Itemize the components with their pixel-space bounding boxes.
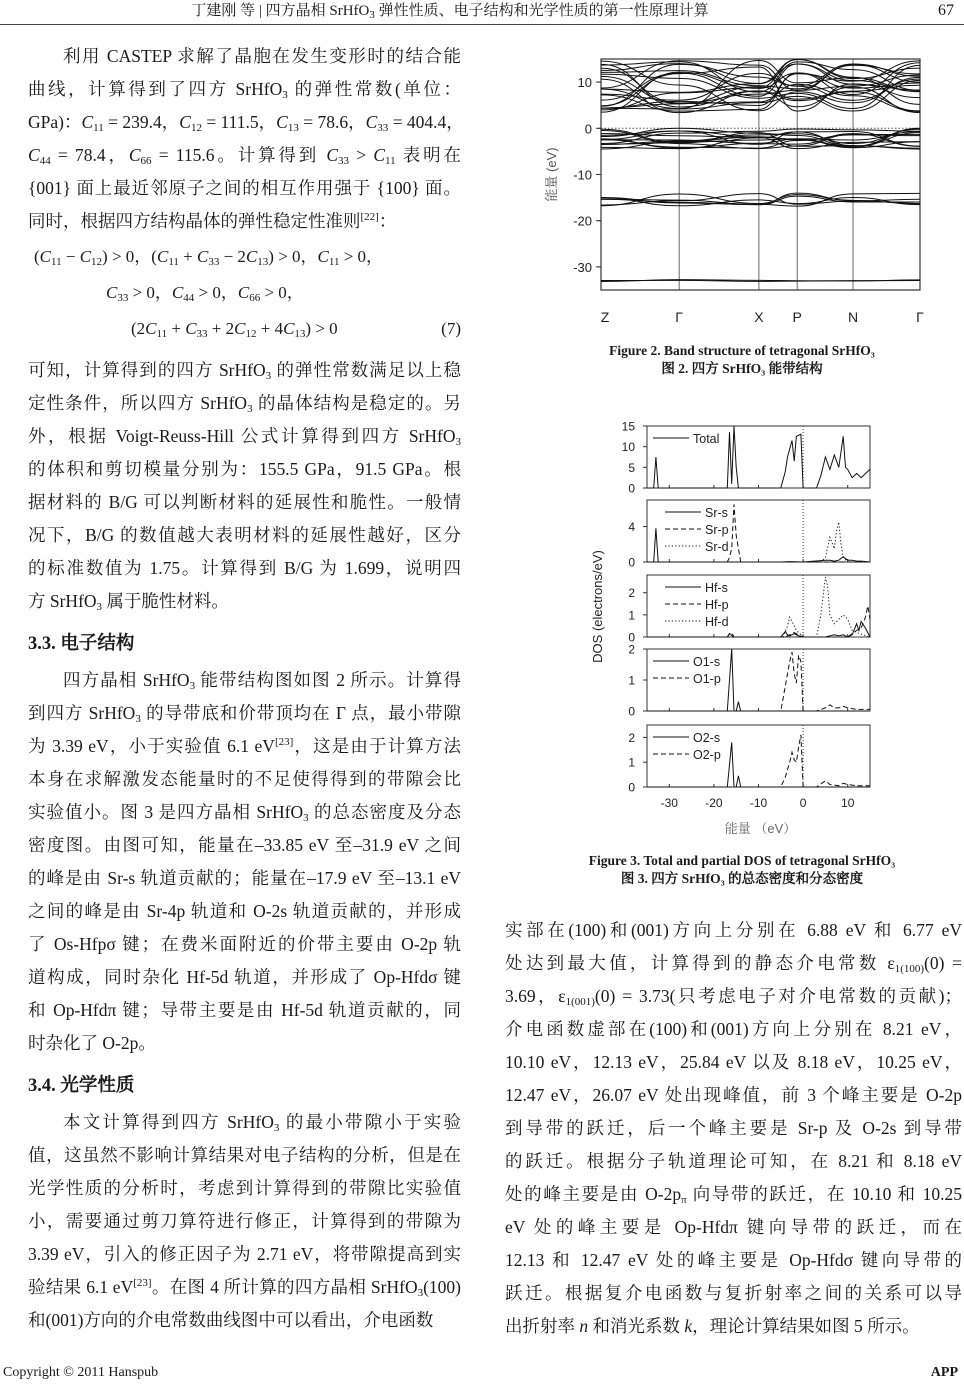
y-tick-label: 0 [628, 555, 635, 570]
text-line: 的体积和剪切模量分别为：155.5 GPa，91.5 GPa。根 [28, 459, 461, 479]
panel-frame [647, 649, 870, 711]
dos-line-o2-p [647, 735, 870, 787]
text-line: 密度图。由图可知，能量在–33.85 eV 至–31.9 eV 之间 [28, 835, 461, 855]
dos-panel-O1 [628, 643, 870, 719]
text-line: 可知，计算得到的四方 SrHfO$_3$ 的弹性常数满足以上稳 [28, 360, 461, 382]
footer-copyright: Copyright © 2011 Hanspub [3, 1365, 159, 1380]
y-tick-label: 5 [628, 460, 635, 475]
text-line: 曲线，计算得到了四方 SrHfO$_3$ 的弹性常数(单位： [28, 79, 461, 101]
equation-row-2: $C_{33} > 0$，$C_{44} > 0$，$C_{66} > 0$， [106, 283, 304, 304]
text-line: 和 Op-Hfdπ 键；导带主要是由 Hf-5d 轨道贡献的，同 [28, 1000, 461, 1020]
y-tick-label: 0 [584, 121, 592, 137]
y-tick-label: 0 [628, 630, 635, 645]
right-column [505, 914, 962, 1343]
equation-row-3: $(2C_{11} + C_{33} + 2C_{12} + 4C_{13}) > 0$ [131, 319, 338, 340]
legend-label: O1-s [693, 655, 721, 669]
section-heading-3-3: 3.3. 电子结构 [28, 634, 135, 654]
y-tick-label: 1 [628, 755, 635, 770]
figure-2-caption-en: Figure 2. Band structure of tetragonal SrHfO₃ [609, 343, 875, 358]
k-point-label: Z [600, 309, 610, 325]
y-tick-label: 1 [628, 608, 635, 623]
dos-panel-Sr [628, 500, 870, 570]
text-line: 实部在(100)和(001)方向上分别在 6.88 eV 和 6.77 eV [505, 920, 962, 940]
text-line: 四方晶相 SrHfO$_3$ 能带结构图如图 2 所示。计算得 [63, 670, 461, 692]
y-tick-label: 4 [628, 520, 635, 535]
dos-line-hf-d [647, 577, 870, 637]
page-number: 67 [938, 2, 954, 19]
text-line: 外，根据 Voigt-Reuss-Hill 公式计算得到四方 SrHfO$_3$ [28, 426, 461, 448]
text-line: 定性条件，所以四方 SrHfO$_3$ 的晶体结构是稳定的。另 [28, 393, 462, 415]
text-line: 的峰是由 Sr-s 轨道贡献的；能量在–17.9 eV 至–13.1 eV [28, 868, 461, 888]
text-line: 之间的峰是由 Sr-4p 轨道和 O-2s 轨道贡献的，并形成 [28, 901, 461, 921]
dos-panel-Hf [628, 575, 870, 645]
y-tick-label: 1 [628, 673, 635, 688]
k-point-label: X [754, 309, 764, 325]
y-tick-label: 2 [628, 730, 635, 745]
x-axis-label: 能量 （eV） [724, 821, 797, 836]
legend-label: O2-p [693, 748, 721, 762]
text-line: 了 Os-Hfpσ 键；在费米面附近的价带主要由 O-2p 轨 [28, 934, 461, 954]
y-tick-label: 10 [577, 75, 592, 91]
legend-label: O2-s [693, 731, 721, 745]
x-tick-label: -30 [660, 796, 678, 810]
text-line: 到四方 SrHfO$_3$ 的导带底和价带顶均在 Γ 点，最小带隙 [28, 703, 461, 725]
text-line: 的标准数值为 1.75。计算得到 B/G 为 1.699，说明四 [28, 558, 461, 578]
plot-frame [601, 59, 920, 290]
figure-2-caption-zh: 图 2. 四方 SrHfO₃ 能带结构 [661, 361, 823, 376]
text-line: 据材料的 B/G 可以判断材料的延展性和脆性。一般情 [28, 492, 461, 512]
x-tick-label: 0 [799, 796, 807, 810]
figure-3-caption-en: Figure 3. Total and partial DOS of tetragonal SrHfO₃ [588, 853, 896, 868]
k-point-label: N [847, 309, 859, 325]
k-point-label: Γ [675, 309, 684, 325]
text-line: 12.13 和 12.47 eV 处的峰主要是 Op-Hfdσ 键向导带的 [505, 1250, 962, 1270]
equation-number: (7) [441, 319, 461, 338]
legend-label: Hf-p [705, 598, 729, 612]
text-line: 12.47 eV，26.07 eV 处出现峰值，前 3 个峰主要是 O-2p [505, 1085, 962, 1105]
panel-frame [647, 725, 870, 787]
text-line: 验结果 6.1 eV[23]。在图 4 所计算的四方晶相 SrHfO$_3$(100) [28, 1277, 461, 1299]
k-point-label: Γ [916, 309, 924, 325]
dos-line-total [647, 426, 870, 488]
text-line: $C_{44} = 78.4$，$C_{66} = 115.6$。计算得到 $C_{33} > C_{11}$ 表明在 [28, 145, 461, 167]
dos-panel-O2 [628, 725, 870, 795]
dos-line-o1-s [647, 649, 870, 711]
text-line: 道构成，同时杂化 Hf-5d 轨道，并形成了 Op-Hfdσ 键 [28, 967, 461, 987]
text-line: 的跃迁。根据分子轨道理论可知，在 8.21 和 8.18 eV [505, 1151, 962, 1171]
figure-3-dos [520, 415, 964, 845]
y-axis-label: 能量 (eV) [544, 147, 559, 202]
running-header [0, 0, 964, 24]
dos-line-o2-s [647, 742, 870, 787]
k-point-label: P [792, 309, 802, 325]
text-line: 值，这虽然不影响计算结果对电子结构的分析，但是在 [28, 1145, 461, 1165]
equation-7 [28, 240, 461, 348]
paragraph-stability [28, 354, 461, 618]
text-line: 时杂化了 O-2p。 [28, 1033, 156, 1053]
figure-3-caption-zh: 图 3. 四方 SrHfO₃ 的总态密度和分态密度 [620, 871, 864, 886]
y-tick-label: 0 [628, 704, 635, 719]
text-line: 况下，B/G 的数值越大表明材料的延展性越好，区分 [28, 525, 461, 545]
y-tick-label: -30 [573, 259, 592, 275]
text-line: GPa)：$C_{11} = 239.4$，$C_{12} = 111.5$，$C_{13} = 78.6$，$C_{33} = 404.4$， [28, 112, 464, 134]
text-line: 到导带的跃迁，后一个峰主要是 Sr-p 及 O-2s 到导带 [505, 1118, 962, 1138]
text-line: 方 SrHfO$_3$ 属于脆性材料。 [28, 591, 229, 613]
panel-frame [647, 426, 870, 488]
x-tick-label: 10 [841, 796, 855, 810]
text-line: 实验值小。图 3 是四方晶相 SrHfO$_3$ 的总态密度及分态 [28, 802, 461, 824]
y-tick-label: -20 [573, 213, 592, 229]
equation-row-1: $(C_{11} - C_{12}) > 0$，$(C_{11} + C_{33} - 2C_{13}) > 0$，$C_{11} > 0$， [34, 247, 384, 268]
y-tick-label: 0 [628, 780, 635, 795]
paragraph-dielectric [505, 914, 962, 1343]
text-line: 3.69，$\varepsilon_{1(001)}(0) = 3.73$(只考虑电子对介电常数的贡献)； [505, 986, 962, 1008]
legend-label: Sr-d [705, 540, 729, 554]
text-line: 为 3.39 eV，小于实验值 6.1 eV[23]，这是由于计算方法 [28, 736, 462, 756]
text-line: 小，需要通过剪刀算符进行修正，计算得到的带隙为 [28, 1211, 461, 1231]
bands [601, 60, 920, 282]
text-line: 和(001)方向的介电常数曲线图中可以看出，介电函数 [28, 1310, 434, 1330]
text-line: 处达到最大值，计算得到的静态介电常数 $\varepsilon_{1(100)}(0)$ = [505, 953, 962, 975]
legend-label: Sr-s [705, 506, 728, 520]
text-line: 跃迁。根据复介电函数与复折射率之间的关系可以导 [505, 1283, 962, 1303]
section-heading-3-4: 3.4. 光学性质 [28, 1076, 135, 1096]
x-tick-label: -10 [749, 796, 768, 810]
dos-panel-total [622, 420, 870, 496]
y-tick-label: 2 [628, 586, 635, 601]
left-column [28, 40, 464, 1337]
x-tick-label: -20 [705, 796, 723, 810]
dos-line-sr-d [647, 522, 870, 562]
text-line: eV 处的峰主要是 Op-Hfdπ 键向导带的跃迁，而在 [505, 1217, 962, 1237]
text-line: 同时，根据四方结构晶体的弹性稳定性准则[22]： [28, 211, 397, 231]
legend-label: O1-p [693, 672, 721, 686]
text-line: 10.10 eV，12.13 eV，25.84 eV 以及 8.18 eV，10.25 eV， [505, 1052, 962, 1072]
header-rule [0, 24, 964, 25]
y-axis-label: DOS (electrons/eV) [590, 550, 605, 663]
text-line: 本身在求解激发态能量时的不足使得得到的带隙会比 [28, 769, 461, 789]
paragraph-electronic-structure [28, 664, 461, 1060]
text-line: {001} 面上最近邻原子之间的相互作用强于 {100} 面。 [28, 178, 461, 198]
text-line: 出折射率 n 和消光系数 k，理论计算结果如图 5 所示。 [505, 1316, 920, 1336]
paragraph-optical-properties [28, 1106, 461, 1337]
footer-journal: APP [930, 1365, 958, 1380]
y-tick-label: 2 [628, 642, 635, 657]
text-line: 处的峰主要是由 $O-2p_\pi$ 向导带的跃迁，在 10.10 和 10.25 [505, 1184, 963, 1206]
figure-3-caption [520, 852, 964, 888]
paragraph-elastic-constants [28, 40, 464, 238]
figure-2-caption [520, 342, 964, 378]
legend-label: Hf-d [705, 615, 729, 629]
text-line: 本文计算得到四方 SrHfO$_3$ 的最小带隙小于实验 [63, 1112, 461, 1134]
text-line: 利用 CASTEP 求解了晶胞在发生变形时的结合能 [63, 46, 461, 66]
y-tick-label: 0 [628, 481, 635, 496]
text-line: 光学性质的分析时，考虑到计算得到的带隙比实验值 [28, 1178, 461, 1198]
legend-label: Total [693, 432, 720, 446]
y-tick-label: 15 [621, 419, 635, 434]
legend-label: Sr-p [705, 523, 729, 537]
y-tick-label: -10 [573, 167, 592, 183]
dos-line-sr-p [647, 504, 870, 562]
text-line: 介电函数虚部在(100)和(001)方向上分别在 8.21 eV， [505, 1019, 962, 1039]
y-tick-label: 10 [621, 440, 635, 455]
text-line: 3.39 eV，引入的修正因子为 2.71 eV，将带隙提高到实 [28, 1244, 461, 1264]
legend-label: Hf-s [705, 581, 728, 595]
panel-frame [647, 575, 870, 637]
running-header-title: 丁建刚 等 | 四方晶相 SrHfO$_3$ 弹性性质、电子结构和光学性质的第一性原理计算 [191, 3, 709, 21]
figure-2-band-structure [520, 40, 964, 340]
